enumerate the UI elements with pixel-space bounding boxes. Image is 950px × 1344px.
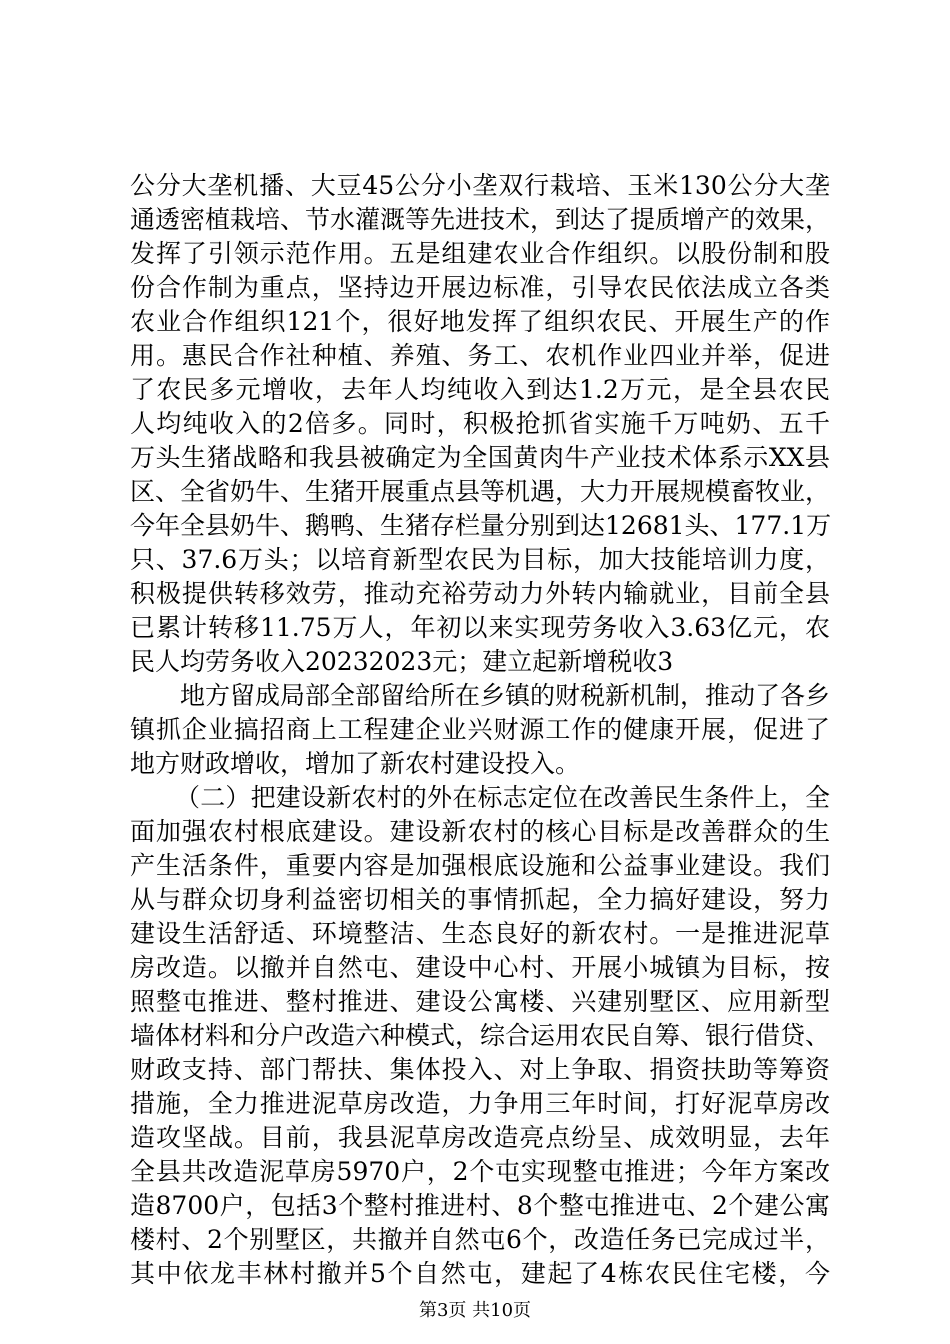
text-line: 楼村、2个别墅区，共撤并自然屯6个，改造任务已完成过半， xyxy=(130,1225,830,1254)
text-line: 镇抓企业搞招商上工程建企业兴财源工作的健康开展，促进了 xyxy=(130,715,830,744)
text-line: 万头生猪战略和我县被确定为全国黄肉牛产业技术体系示XX县 xyxy=(130,443,830,472)
text-line: 份合作制为重点，坚持边开展边标准，引导农民依法成立各类 xyxy=(130,273,830,302)
text-line: 房改造。以撤并自然屯、建设中心村、开展小城镇为目标，按 xyxy=(130,953,830,982)
text-line: 只、37.6万头；以培育新型农民为目标，加大技能培训力度， xyxy=(130,545,830,574)
text-line: 用。惠民合作社种植、养殖、务工、农机作业四业并举，促进 xyxy=(130,341,830,370)
text-line: 发挥了引领示范作用。五是组建农业合作组织。以股份制和股 xyxy=(130,239,830,268)
text-line: 造攻坚战。目前，我县泥草房改造亮点纷呈、成效明显，去年 xyxy=(130,1123,830,1152)
text-line: 公分大垄机播、大豆45公分小垄双行栽培、玉米130公分大垄 xyxy=(130,171,830,200)
text-line: 区、全省奶牛、生猪开展重点县等机遇，大力开展规模畜牧业， xyxy=(130,477,831,506)
text-line: 积极提供转移效劳，推动充裕劳动力外转内输就业，目前全县 xyxy=(130,579,830,608)
paragraph-first-line: 地方留成局部全部留给所在乡镇的财税新机制，推动了各乡 xyxy=(180,681,831,710)
text-line: 已累计转移11.75万人，年初以来实现劳务收入3.63亿元，农 xyxy=(130,613,830,642)
text-line: 措施，全力推进泥草房改造，力争用三年时间，打好泥草房改 xyxy=(130,1089,830,1118)
text-line: 今年全县奶牛、鹅鸭、生猪存栏量分别到达12681头、177.1万 xyxy=(130,511,832,540)
text-line: 建设生活舒适、环境整洁、生态良好的新农村。一是推进泥草 xyxy=(130,919,830,948)
text-line: 民人均劳务收入20232023元；建立起新增税收3 xyxy=(130,647,674,676)
text-line: 其中依龙丰林村撤并5个自然屯，建起了4栋农民住宅楼，今 xyxy=(130,1259,830,1288)
text-line: 通透密植栽培、节水灌溉等先进技术，到达了提质增产的效果， xyxy=(130,205,831,234)
text-line: 了农民多元增收，去年人均纯收入到达1.2万元，是全县农民 xyxy=(130,375,830,404)
paragraph-first-line: （二）把建设新农村的外在标志定位在改善民生条件上，全 xyxy=(175,783,830,812)
text-line: 照整屯推进、整村推进、建设公寓楼、兴建别墅区、应用新型 xyxy=(130,987,830,1016)
text-line: 墙体材料和分户改造六种模式，综合运用农民自筹、银行借贷、 xyxy=(130,1021,831,1050)
text-line: 地方财政增收，增加了新农村建设投入。 xyxy=(130,749,581,778)
text-line: 造8700户，包括3个整村推进村、8个整屯推进屯、2个建公寓 xyxy=(130,1191,830,1220)
text-line: 全县共改造泥草房5970户，2个屯实现整屯推进；今年方案改 xyxy=(130,1157,830,1186)
text-line: 产生活条件，重要内容是加强根底设施和公益事业建设。我们 xyxy=(130,851,830,880)
text-line: 农业合作组织121个，很好地发挥了组织农民、开展生产的作 xyxy=(130,307,830,336)
text-line: 财政支持、部门帮扶、集体投入、对上争取、捐资扶助等筹资 xyxy=(130,1055,830,1084)
text-line: 从与群众切身利益密切相关的事情抓起，全力搞好建设，努力 xyxy=(130,885,830,914)
text-line: 人均纯收入的2倍多。同时，积极抢抓省实施千万吨奶、五千 xyxy=(130,409,830,438)
page-footer: 第3页 共10页 xyxy=(418,1300,532,1321)
text-line: 面加强农村根底建设。建设新农村的核心目标是改善群众的生 xyxy=(130,817,830,846)
